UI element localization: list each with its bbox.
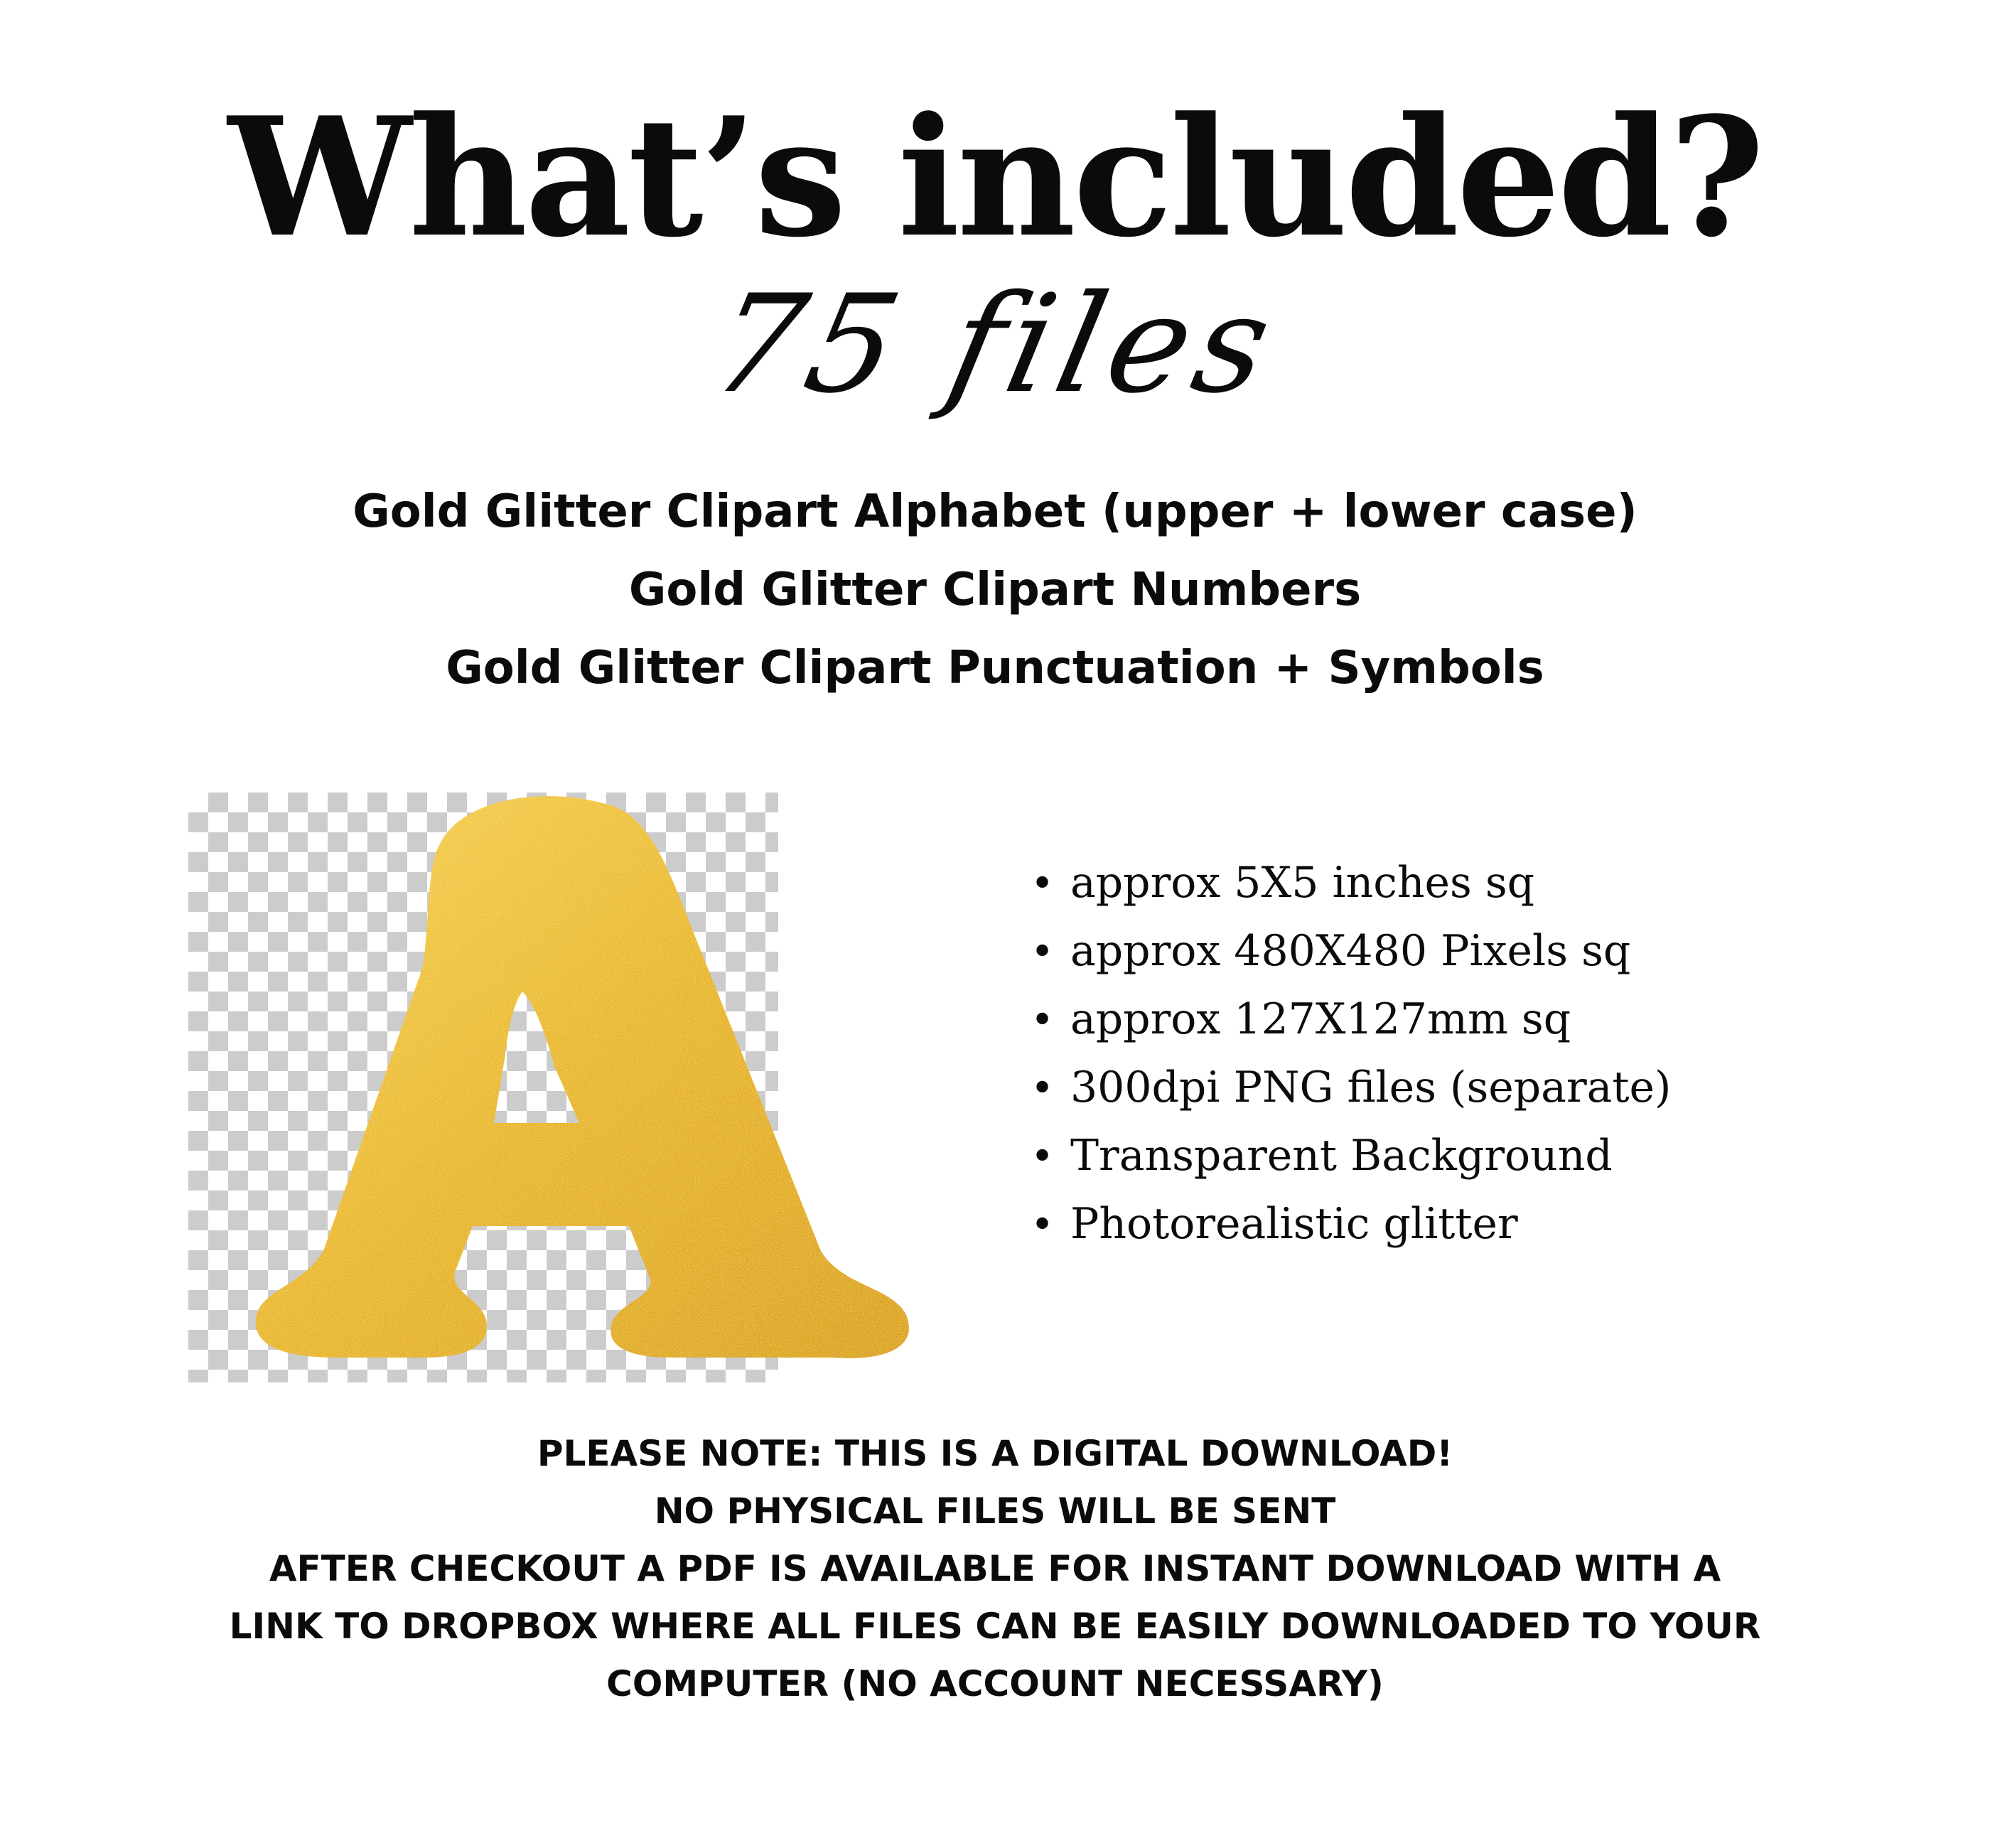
notice-line: LINK TO DROPBOX WHERE ALL FILES CAN BE EASILY DOWNLOADED TO YOUR xyxy=(229,1606,1761,1647)
spec-item-text: Photorealistic glitter xyxy=(1070,1199,1518,1249)
spec-item xyxy=(1031,849,1671,918)
spec-item-text: approx 127X127mm sq xyxy=(1070,994,1571,1044)
bullet-icon: • xyxy=(1031,1134,1055,1180)
page-title: What’s included? xyxy=(227,82,1763,274)
contents-item-alphabet: Gold Glitter Clipart Alphabet (upper + lower case) xyxy=(353,485,1637,538)
bullet-icon: • xyxy=(1031,1202,1055,1248)
bullet-icon: • xyxy=(1031,1065,1055,1112)
bullet-icon: • xyxy=(1031,997,1055,1043)
digital-download-notice xyxy=(0,1425,1990,1713)
gold-glitter-letter-a-image xyxy=(252,789,927,1372)
spec-item xyxy=(1031,1122,1671,1191)
notice-line: AFTER CHECKOUT A PDF IS AVAILABLE FOR INSTANT DOWNLOAD WITH A xyxy=(269,1548,1721,1589)
bullet-icon: • xyxy=(1031,861,1055,907)
spec-item xyxy=(1031,1191,1671,1259)
spec-item-text: approx 5X5 inches sq xyxy=(1070,858,1535,908)
bullet-icon: • xyxy=(1031,929,1055,975)
notice-line: PLEASE NOTE: THIS IS A DIGITAL DOWNLOAD! xyxy=(537,1433,1453,1474)
notice-line: NO PHYSICAL FILES WILL BE SENT xyxy=(654,1490,1336,1532)
contents-item-punctuation: Gold Glitter Clipart Punctuation + Symbols xyxy=(446,642,1544,694)
file-count-subtitle: 75 files xyxy=(699,266,1291,423)
contents-list xyxy=(0,473,1990,707)
spec-item xyxy=(1031,1054,1671,1122)
spec-item-text: 300dpi PNG files (separate) xyxy=(1070,1063,1672,1112)
notice-line: COMPUTER (NO ACCOUNT NECESSARY) xyxy=(606,1663,1384,1704)
spec-item xyxy=(1031,986,1671,1054)
spec-item-text: Transparent Background xyxy=(1070,1131,1613,1181)
spec-item-text: approx 480X480 Pixels sq xyxy=(1070,926,1631,976)
spec-item xyxy=(1031,918,1671,986)
specs-list xyxy=(1031,849,1671,1259)
contents-item-numbers: Gold Glitter Clipart Numbers xyxy=(628,564,1362,616)
